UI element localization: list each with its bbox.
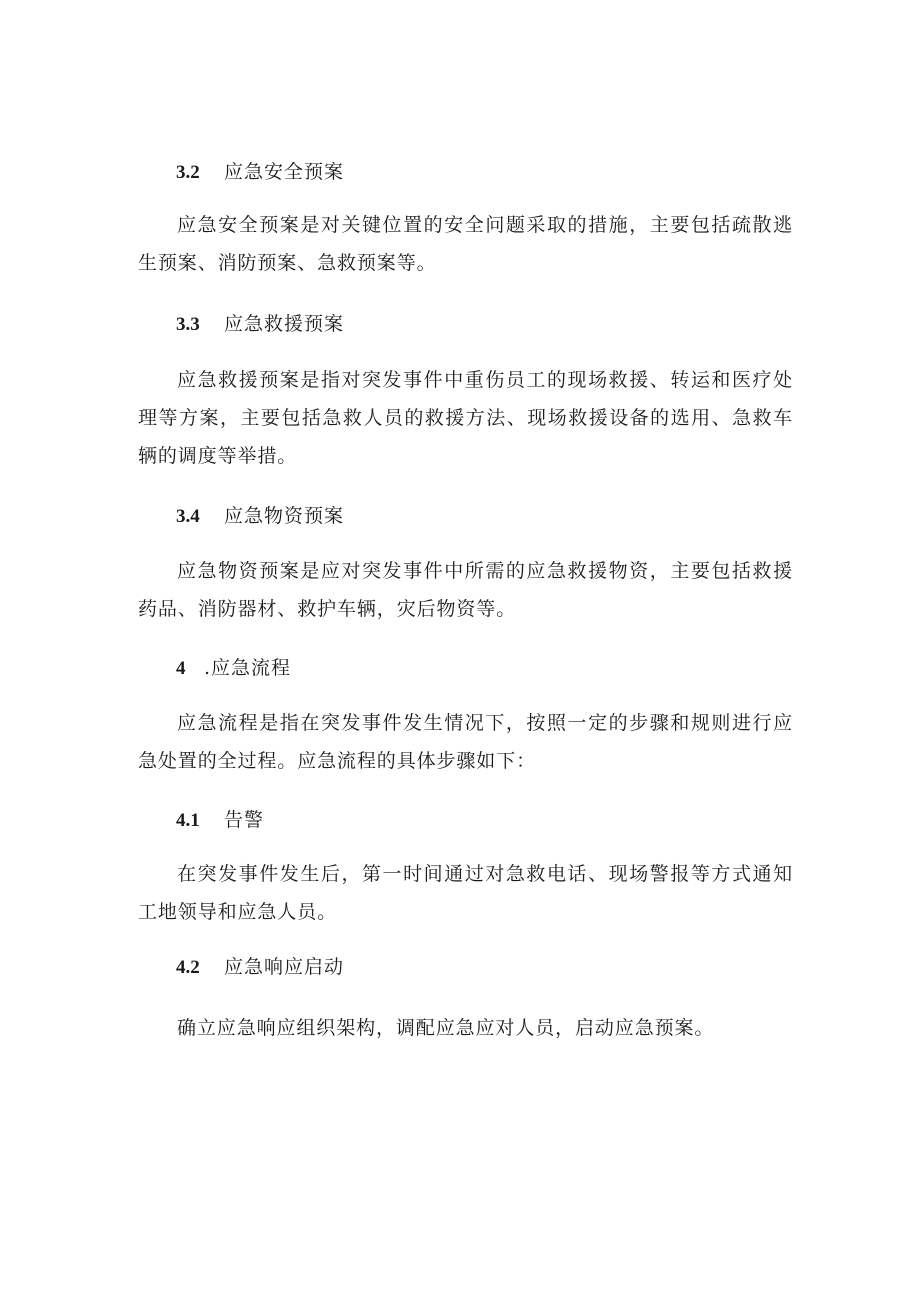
section-title: 应急救援预案 [224, 313, 345, 335]
section-number: 4.2 [176, 957, 200, 978]
section-number: 3.2 [176, 162, 200, 183]
section-heading-3-4 [176, 503, 344, 530]
section-title: 告警 [224, 809, 265, 831]
section-number: 3.3 [176, 314, 200, 335]
paragraph-3-4: 应急物资预案是应对突发事件中所需的应急救援物资，主要包括救援药品、消防器材、救护车辆，灾后物资等。 [138, 560, 793, 620]
section-number: 4 [176, 658, 186, 679]
section-heading-3-3 [176, 311, 344, 338]
paragraph-4-2: 确立应急响应组织架构，调配应急应对人员，启动应急预案。 [177, 1017, 715, 1039]
section-number: 3.4 [176, 506, 200, 527]
section-heading-4-1 [176, 807, 264, 834]
section-heading-4 [176, 655, 291, 682]
paragraph-4-1: 在突发事件发生后，第一时间通过对急救电话、现场警报等方式通知工地领导和应急人员。 [138, 863, 793, 923]
section-title: 应急安全预案 [224, 161, 345, 183]
section-title: 应急物资预案 [224, 505, 345, 527]
section-title: .应急流程 [204, 657, 292, 679]
section-heading-4-2 [176, 954, 344, 981]
paragraph-3-2: 应急安全预案是对关键位置的安全问题采取的措施，主要包括疏散逃生预案、消防预案、急救预案等。 [138, 214, 793, 274]
paragraph-3-3: 应急救援预案是指对突发事件中重伤员工的现场救援、转运和医疗处理等方案，主要包括急救人员的救援方法、现场救援设备的选用、急救车辆的调度等举措。 [138, 369, 793, 467]
paragraph-4: 应急流程是指在突发事件发生情况下，按照一定的步骤和规则进行应急处置的全过程。应急流程的具体步骤如下： [138, 712, 793, 772]
section-title: 应急响应启动 [224, 956, 345, 978]
section-number: 4.1 [176, 810, 200, 831]
section-heading-3-2 [176, 159, 344, 186]
